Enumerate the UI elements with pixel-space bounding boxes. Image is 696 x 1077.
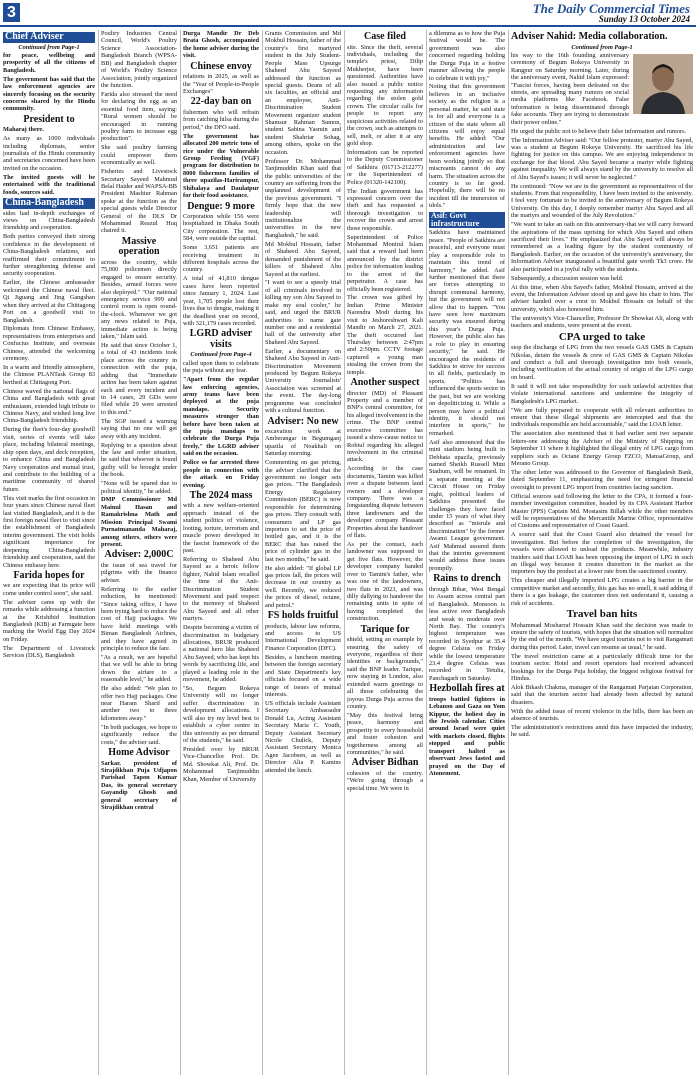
paragraph: cohesion of the country. "We're going through a special time. We were in [347,769,423,792]
paragraph: The other letter was addressed to the Governor of Bangladesh Bank, dated September 11, emphasizing the need for stringent financial oversight to prevent LPG import from countries facing sanction. [511,468,693,491]
column-5 [347,30,423,1075]
headline-lgrd-adviser: LGRD adviser visits [189,328,253,350]
headline-asif: Asif: Govt infrastructure [429,212,505,229]
headline-adviser-bidhan: Adviser Bidhan [351,757,419,769]
continued-note: Continued from Page-1 [571,43,633,51]
paragraph: Despite becoming a victim of discrimination in budgetary allocations, BRUR produced a national hero like Shaheed Abu Sayeed, who has kept his words by sacrificing life, and played a leading role in the movement, he added. [183,624,259,684]
adviser-photo [633,54,693,114]
page-number: 3 [3,3,20,22]
paper-name: The Daily Commercial Times [532,1,690,16]
paragraph: his way to the 16th founding anniversary ceremony of Begum Rokeya University in Rangpur on Saturday morning. Later, during the anniversary event, Nahid Islam expressed: "Fascist forces, having been defeated on the streets, are spreading many rumors on social media platforms like Facebook. False information is being disseminated through fake accounts. They are trying to demonstrate their power online." [511,51,629,126]
paragraph: The Department of Livestock Services (DLS), Bangladesh [3,644,95,660]
paragraph: troops battled fighters in Lebanon and Gaza on Yom Kippur, the holiest day in the Jewish calendar. Cities around Israel were quiet with markets closed, flights stopped and public transport halted as observant Jews fasted and prayed on the Day of Atonement. [429,695,505,778]
paragraph: Satkhira have maintained peace. "People of Satkhira are peaceful, and everyone must play a responsible role to maintain this trend of harmony," he added. Asif further mentioned that there are forces attempting to disrupt communal harmony, but the government will not allow that to happen. "You have seen how maximum security was ensured during this year's Durga Puja. However, the public also has a role to play in ensuring security," he said. He encouraged the residents of Satkhira to strive for success in all fields, particularly in sports. "Politics has influenced the sports sector in the past, but we are working on depoliticizing it. While a person may have a political identity, it should not interfere in sports," he remarked. [429,229,505,437]
paragraph: This visit marks the first occasion in four years since Chinese naval fleet last visited Bangladesh, and it is the first foreign naval fleet to visit since the establishment of Bangladesh interim government. The visit holds significant importance for deepening China-Bangladesh friendship and cooperation, said the Chinese embassy here. [3,494,95,569]
headline-chinese-envoy: Chinese envoy [190,60,252,72]
paragraph: She said poultry farming could empower them economically as well. [101,144,177,167]
paragraph: excavation work at Amberangar in Begumganj upazila of Noakhali on Saturday morning. [265,428,341,458]
column-6 [429,30,505,1075]
paragraph: products, labour law reforms, and access to US International Development Finance Corporation (DFC). [265,622,341,652]
paragraph: A source said that the Coast Guard also detained the vessel for investigation. But before the completion of the investigation, the vessels were allowed to unload the products. Meanwhile, industry insiders said that LOAB has been opposing the import of LPG in such an illegal way because it creates distortion in the market as the importers buy the product at a lower rate from the sanctioned country. [511,531,693,576]
headline-adviser-2000c: Adviser: 2,000C [104,549,174,561]
paragraph: Chinese waved the national flags of China and Bangladesh with great enthusiasm, extended high tribute to Chinese Navy, and wished long live China-Bangladesh friendship. [3,387,95,425]
paper-date: Sunday 13 October 2024 [598,14,690,24]
paragraph: "May this festival bring peace, harmony and prosperity to every household and foster cohesion and togetherness among all communities," he said. [347,711,423,756]
paragraph: we are expecting that its price will come under control soon", she said. [3,582,95,597]
headline-22-day-ban: 22-day ban on [190,96,252,108]
headline-adviser-no-new: Adviser: No new [267,415,339,427]
paragraph: He also added: "If global LP gas prices fall, the prices will decrease in our country as well. Recently, we reduced the prices of diesel, octane, and petrol." [265,564,341,609]
paragraph: "None will be spared due to political identity," he added. [101,480,177,495]
paragraph: At this time, when Abu Sayed's father, Mokbul Hossain, arrived at the event, the Information Adviser stood up and gave his chair to him. The adviser handed over a crest to Mokbul Hossain on behalf of the university, which also honoured him. [511,283,693,313]
paragraph: With the added issue of recent violence in the hills, there has been an absence of tourists. [511,707,693,723]
headline-adviser-nahid: Adviser Nahid: Media collaboration. [511,31,668,42]
paragraph: He urged the public not to believe their false information and rumors. [511,127,687,135]
paragraph: with a new welfare-oriented approach instead of the student politics of violence, looting, torture, terrorism and muscle power developed in the fascist framework of the past. [183,502,259,554]
headline-another-suspect: Another suspect [350,377,420,389]
paragraph: Subsequently, a discussion session was held. [511,274,624,282]
paragraph: "We are fully prepared to cooperate with all relevant authorities to ensure that these illegal shipments are intercepted and that the individuals responsible are held accountable," said the LOAB letter. [511,406,693,429]
paragraph: The administration's restrictions amid this have impacted the industry, he said. [511,724,693,739]
headline-chief-adviser: Chief Adviser [3,32,95,43]
paragraph: Diplomats from Chinese Embassy, representatives from enterprises and Confucius Institute, and overseas Chinese, attended the welcoming ceremony. [3,325,95,363]
column-divider [344,30,345,1075]
paragraph: Earlier, a documentary on Shaheed Abu Sayeed in Anti-Discrimination Movement produced by Begum Rokeya University Journalists' Association was screened at the event. The day-long programme was concluded with a cultural function. [265,347,341,415]
headline-hezbollah: Hezbollah fires at [429,683,505,695]
paragraph: US officials include Assistant Secretary Ambassador Donald Lu, Acting Assistant Secretary Maria C. Youth, Deputy Assistant Secretary Nicole Chulick, Deputy Assistant Secretary Monica Agee Jacobsen, as well as Director Alia P. Kamins attended the lunch. [265,699,341,774]
headline-home-advisor: Home Advisor [108,747,170,759]
paragraph: According to the case documents, Tamim was killed over a dispute between land owners and a developer company. There was a longstanding dispute between three landowners and the developer company Pleasant Properties about the handover of flats. [347,465,423,540]
paragraph: Replying to a question about the law and order situation, he said that whoever is found guilty will be brought under the book. [101,441,177,479]
paragraph: Information can be reported to the Deputy Commissioner of Satkhira (01713-212277) or the Superintendent of Police (01320-142100). [347,148,423,186]
column-divider [180,30,181,1075]
paragraph: "Apart from the regular law enforcing agencies, army teams have been deployed at the puja mandaps. Security measures stronger than before have been taken at the puja mandaps to celebrate the Durga Puja freely," the LGRD adviser said on the occasion. [183,376,259,458]
paragraph: The Information Adviser said: "Our fellow protester, martyr Abu Sayed, was a student at Begum Rokeya University. He sacrificed his life fighting for justice on this campus. We are enjoying independence in exchange for that blood. Abu Sayed became a martyr while fighting against inequality. We will always stand by the university to resolve all of Abu Sayed's issues; it will never be neglected." [511,136,693,181]
continued-note: Continued from Page-4 [190,351,252,359]
paragraph: Professor Dr. Mohammad Tanjimuddin Khan said that the public universities of the country are suffering from the unplanned development of the previous government. "I firmly hope that the new leadership will institutionalize the universities in the new Bangladesh," he said. [265,157,341,239]
paragraph: It said it will not take responsibility for such unlawful activities that violate international sanctions and undermine the integrity of Bangladesh's LPG market. [511,382,693,405]
paragraph: "I want to see a speedy trial of all criminals involved in killing my son Abu Sayeed to make my soul cooler," he said, and urged the BRUR authorities to name gate number one and a residential hall of the university after Shaheed Abu Sayeed. [265,279,341,346]
paragraph: site. Since the theft, several individuals, including the temple's priest, Dilip Mukherjee, have been questioned. Authorities have also issued a public notice requesting any information regarding the stolen gold crown. The circular calls for people to report any suspicious activities related to the crown, such as attempts to sell, melt, or alter it at any gold shop. [347,43,423,147]
paragraph: Corporation while 156 were hospitalized in Dhaka South City corporation. The rest, 584, were outside the capital. [183,213,259,243]
paragraph: The travel restriction came at a particularly difficult time for the tourism sector. Hotel and resort operators had received advanced bookings for the Durga Puja holiday, the biggest religious festival for Hindus. [511,652,693,682]
paragraph: He also added: "We plan to offer two Hajj packages. One near Haram Sharif and another two to three kilometres away." [101,685,177,722]
paragraph: Farida also stressed the need for declaring the egg as an essential food item, saying: "Rural women should be encouraged in running poultry farm to increase egg production". [101,90,177,143]
paragraph: Asif also announced that the mini stadium being built in Debhata upazila, previously named Sheikh Russell Mini Stadium, will be renamed. In a separate meeting at the Circuit House on Friday night, political leaders of Satkhira presented the challenges they have faced under 15 years of what they described as "misrule and discrimination" by the former Awami League government. Asif Mahmud assured them that the interim government would address these issues promptly. [429,438,505,572]
paragraph: DMP Commissioner Md Mainul Hasan and Ramakrishna Math and Mission Principal Swami Purnatmananda Maharaj, among others, others were present. [101,496,177,548]
paragraph: The association also mentioned that it had earlier sent two separate letters-one addressing the Adviser of the Ministry of Shipping on September 11 where it highlighted the illegal entry of LPG cargo from suppliers such as Octane Energy Group FZCO, MansaGroup, and Merano Group. [511,430,693,467]
paragraph: As per the contact, each landowner was supposed to get five flats. However, the developer company handed over to Tamim's father, who was one of the landowners, two flats in 2023, and was dilly dallying to handover the remaining units in spite of having completed the construction. [347,541,423,623]
paragraph: Poultry Industries Central Council, World's Poultry Science Association-Bangladesh Branch (WPSA-BB) and Bangladesh chapter of World's Poultry Science Association, jointly organized the function. [101,30,177,89]
paragraph: fishermen who will refrain from catching hilsa during the period," the DFO said. [183,108,259,131]
paragraph: Earlier, the Chinese ambassador welcomed the Chinese naval fleet. Qi Jiguang and Jing Gangshan when they arrived at the Chittagong Port on a goodwill visit to Bangladesh. [3,279,95,324]
paragraph: The university's Vice-Chancellor, Professor Dr Showkat Ali, along with teachers and students, were present at the event. [511,314,693,330]
headline-fs-holds: FS holds fruitful [267,610,339,622]
paragraph: The crown was gifted by Indian Prime Minister Narendra Modi during his visit to Jeshoreshwari Kali Mandir on March 27, 2021. The theft occurred last Thursday between 2:47pm and 2:50pm. CCTV footage captured a young man stealing the crown from the temple. [347,294,423,376]
paragraph: for peace, wellbeing and prosperity of all the citizens of Bangladesh. [3,51,95,74]
paragraph: In a warm and friendly atmosphere, the Chinese PLANTask Group 83 berthed at Chittagong Port. [3,364,95,386]
column-divider [426,30,427,1075]
paragraph: through Bihar, West Bengal to Assam across central part of Bangladesh. Monsoon is less active over Bangladesh and weak to moderate over North Bay. The country's highest temperature was recorded in Syedpur at 35.4 degree Celsius on Friday while the lowest temperature 23.4 degree Celsius was recorded in Tetulia, Panchagarh on Saturday. [429,585,505,682]
paragraph: sides had in-depth exchanges of views on China-Bangladesh friendship and cooperation. [3,209,95,232]
paragraph: The SGP issued a warning saying that no one will get away with any incident. [101,417,177,440]
column-7 [511,30,693,1075]
paragraph: "So, Begum Rokeya University will no longer suffer discrimination in development allocations. I will also try my level best to establish a cyber centre in this university as per demand of the students," he said. [183,685,259,745]
headline-president: President to [23,113,75,125]
headline-china-bangladesh: China-Bangladesh [3,198,95,209]
paragraph: Maharaj there. [3,126,44,134]
paragraph: The adviser came up with the remarks while addressing a function at the Krishibid Institution Bangladesh (KIB) at Farmgate here marking the World Egg Day 2024 on Friday. [3,598,95,643]
headline-cpa-urged: CPA urged to take [558,330,646,343]
paragraph: Noting that this government believes in an inclusive society as the religion is a personal matter, he said state is for all and everyone is a citizen of the state where all citizens will enjoy equal benefits. He added: "Our administration and law enforcement agencies have been working jointly so that miscreants cannot do any harm. The situation across the country is so far good. Hopefully, there will be no incident till the immersion of idols." [429,83,505,210]
headline-tarique: Tarique for [360,623,410,635]
paragraph: Md Mokbul Hossain, father of Shaheed Abu Sayeed, demanded punishment of the killers of Shaheed Abu Sayeed at the earliest. [265,240,341,278]
paragraph: "In both packages, we hope to significantly reduce the costs," the adviser said. [101,723,177,746]
column-2 [101,30,177,1075]
paragraph: The government has allocated 200 metric tons of rice under the Vulnerable Group Feeding (VGF) program for distribution to 8000 fishermen families of three upazilas-Harirampur, Shibalaya and Daulatpur for their food assistance. [183,132,259,200]
paragraph: Alok Bikash Chakma, manager of the Rangamati Parjatan Corporation, said that the tourism sector had already been affected by natural disasters. [511,683,693,706]
paragraph: called upon them to celebrate the puja without any fear. [183,359,259,375]
paragraph: shield, setting an example by ensuring the safety of everyone, regardless of their identities or backgrounds," said the BNP leader. Tarique, now staying in London, also extended warm greetings to all those celebrating the joyous Durga Puja across the country. [347,636,423,710]
paragraph: Sarkar, president of Sirajdikhan Puja Udjapon Parishad Tapon Kumar Das, its general secretary Gayandip Ghosh and general secretary of Sirajdikhan central [101,759,177,812]
headline-dengue: Dengue: 9 more [187,200,255,212]
paragraph: across the country, while 75,000 policemen directly engaged to ensure security. Besides, armed forces were also deployed." "Our national emergency service 999 and control room is open round-the-clock. Whenever we got any news related to Puja, immediate action is being taken," Islam said. [101,258,177,341]
headline-massive-operation: Massive operation [118,235,160,258]
headline-2024-mass: The 2024 mass [189,489,253,501]
paragraph: This cheaper and illegally imported LPG creates a big barrier in the competitive market and secondly, this gas has no smell, it said adding if there is a gas leakage, the customer does not understand it, causing a risk of accidents. [511,577,693,607]
masthead-rule [0,25,696,27]
paragraph: "We want to take an oath on this anniversary-that we will carry forward the aspirations of the mass uprising for which Abu Sayed and others sacrificed their lives." He emphasized that Abu Sayed will always be remembered as a leading figure by the student community of Bangladesh. Earlier, on the occasion of the university's anniversary, the Information Adviser inaugurated a beautiful gate worth Tk3 crore. He also participated in a joyful rally with the students. [511,221,693,273]
paragraph: relations in 2025, as well as the "Year of People-to-People Exchanges" [183,73,259,96]
paragraph: The government has said that the law enforcement agencies are sincerely focusing on the security concerns shared by the Hindu community. [3,75,95,113]
paragraph: the issue of sea travel for pilgrims with the finance adviser. [101,561,177,584]
paragraph: Some 3,651 patients are receiving treatment in different hospitals across the country. [183,244,259,274]
paragraph: He continued: "Now we are in the government as representatives of the students. From that responsibility, I have been invited to the university. I feel very fortunate to be invited to the anniversary of Begum Rokeya University. On this day, I deeply remember martyr Abu Sayed and all the martyrs and wounded of the July Revolution." [511,182,693,220]
paragraph: Grants Commission and Md Mokbul Hossain, father of the country's first martyred student in the July Student-People Mass Upsurge Shaheed Abu Sayeed addressed the function as special guests. Deans of all six faculties, an official and an employee, Anti-Discrimination Student Movement organizer student Shamsur Rahman Sumon, student Sabina Yasmin and student Shahriar Sohag, among others, spoke on the occasion. [265,30,341,156]
paragraph: "As a result, we are hopeful that we will be able to bring down the airfare to a reasonable level," he added. [101,653,177,684]
paragraph: As many as 1000 individuals including diplomats, senior journalists of the Hindu community and secretaries concerned have been invited on the occasion. [3,135,95,172]
masthead [0,0,696,26]
paragraph: Referring to Shaheed Abu Sayeed as a heroic fellow fighter, Nahid Islam recalled the time of the Anti-Discrimination Student Movement and paid respect to the memory of Shaheed Abu Sayeed and all other martyrs. [183,555,259,623]
paragraph: Fisheries and Livestock Secretary Sayeed Mahmud Belal Haider and WAPSA-BB President Mashiur Rahman spoke at the function as the special guests while Director General of the DLS Dr Mohammad Reazul Huq chaired it. [101,168,177,235]
column-divider [508,30,509,1075]
headline-travel-ban: Travel ban hits [566,608,638,620]
column-divider [98,30,99,1075]
paragraph: Superintendent of Police Mohammad Monirul Islam said that a reward had been announced by the district police for information leading to the arrest of the perpetrator. A case has officially been registered. [347,233,423,293]
paragraph: Official sources said following the letter to the CPA, it formed a four-member investigation committee, headed by its CPA Assistant Harbor Master (PPS) Captain Md. Mostasim Billah while the other members will be representatives of the Mercantile Marine Office, representative of Customs and representative of Coast Guard. [511,492,693,530]
paragraph: Both parties conveyed their strong confidence in the development of China-Bangladesh relations, and reaffirmed their commitment to further strengthening defense and security cooperation. [3,233,95,278]
paragraph: stop the discharge of LPG from the two vessels GAS GMS & Captain Nikolas, detain the vessels & crew of GAS GMS & Captain Nikolas and conduct a full and thorough investigation into both vessels, including verification of the actual country of origin of the LPG cargo on board. [511,344,693,381]
portrait-image [633,54,693,114]
continued-note: Continued from Page-1 [18,43,80,51]
paragraph: Mohammad Mosharraf Hossain Khan said the decision was made to ensure the safety of tourists, with hopes that the situation will normalize by the end of the month. "We have urged tourists not to visit Rangamati during this period. Later, travel can resume as usual," he said. [511,621,693,651]
paragraph: a dilemma as to how the Puja festival would be. The government was also concerned regarding holding the Durga Puja in a festive manner allowing the people to celebrate it with joy," [429,30,505,82]
paragraph: The Indian government has expressed concern over the theft and has requested a thorough investigation to recover the crown and arrest those responsible. [347,187,423,232]
paragraph: Presided over by BRUR Vice-Chancellor Prof. Dr. Md. Showkat Ali, Prof. Dr. Mohammad Tanjimuddin Khan, Member of University [183,745,259,783]
paragraph: During the fleet's four-day goodwill visit, series of events will take place, including bilateral meetings, ship open days, and deck reception, to enhance China and Bangladesh Navy cooperation and mutual trust, and contribute to the building of a maritime community of shared future. [3,426,95,493]
paragraph: A total of 41,810 dengue cases have been reported since January 1, 2024. Last year, 1,705 people lost their lives due to dengue, making it the deadliest year on record, with 321,179 cases recorded. [183,275,259,327]
paragraph: Commenting on gas pricing, the adviser clarified that the government no longer sets gas prices. "The Bangladesh Energy Regulatory Commission (BERC) is now responsible for determining gas prices. They consult with consumers and LP gas importers to set the price of bottled gas, and it is the BERC that has raised the price of cylinder gas in the last two months," he said. [265,459,341,563]
headline-rains: Rains to drench [433,573,501,585]
paragraph: director (MD) of Pleasant Property and a member of BNP's central committee, for his alleged involvement in the crime. The BNP central executive committee has issued a show-cause notice to Robiul regarding his alleged involvement in the criminal attack. [347,389,423,464]
column-3 [183,30,259,1075]
column-1 [3,30,95,1075]
paragraph: Police so far arrested three people in connection with the attack on Friday evening. [183,459,259,489]
paragraph: Referring to the earlier reduction, he mentioned: "Since taking office, I have been trying hard to reduce the cost of Hajj packages. We have held meetings with Biman Bangladesh Airlines, and they have agreed in principle to reduce the fare. [101,585,177,653]
column-4 [265,30,341,1075]
paragraph: Besides, a luncheon meeting between the foreign secretary and State Department's key officials focused on a wide range of issues of mutual interests. [265,653,341,698]
paragraph: The invited guests will be entertained with the traditional foods, sources said. [3,173,95,196]
headline-case-filed: Case filed [364,31,406,42]
paragraph: Durga Mandir Dr Deb Brata Ghosh, accompanied the home adviser during the visit. [183,30,259,60]
headline-farida: Farida hopes for [13,569,85,581]
paragraph: He said that since October 1, a total of 43 incidents took place across the country in connection with the puja, adding that "Immediate action has been taken against each and every incident and in 14 cases, 29 GDs were filed while 29 were arrested to this end." [101,342,177,416]
column-divider [262,30,263,1075]
